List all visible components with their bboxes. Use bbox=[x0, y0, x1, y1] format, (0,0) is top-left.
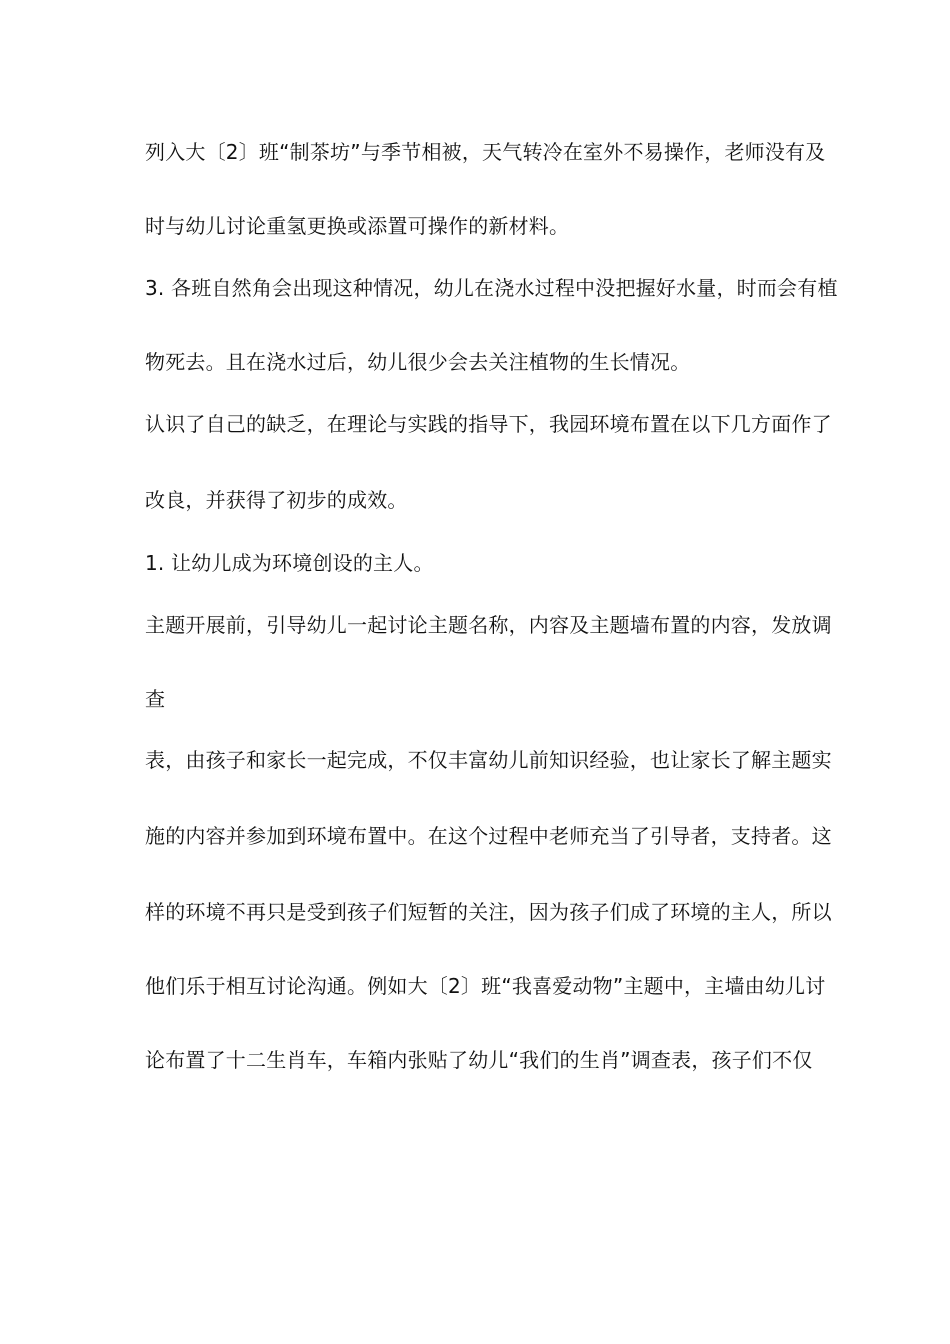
text-line: 论布置了十二生肖车，车箱内张贴了幼儿“我们的生肖”调查表，孩子们不仅 bbox=[145, 1048, 813, 1072]
text-line: 施的内容并参加到环境布置中。在这个过程中老师充当了引导者，支持者。这 bbox=[145, 824, 832, 848]
text-line: 认识了自己的缺乏，在理论与实践的指导下，我园环境布置在以下几方面作了 bbox=[145, 412, 832, 436]
text-line: 改良，并获得了初步的成效。 bbox=[145, 488, 408, 512]
text-line: 主题开展前，引导幼儿一起讨论主题名称，内容及主题墙布置的内容，发放调 bbox=[145, 613, 832, 637]
text-line: 表，由孩子和家长一起完成，不仅丰富幼儿前知识经验，也让家长了解主题实 bbox=[145, 748, 832, 772]
text-line: 1. 让幼儿成为环境创设的主人。 bbox=[145, 551, 434, 575]
text-line: 时与幼儿讨论重氢更换或添置可操作的新材料。 bbox=[145, 214, 570, 238]
text-line: 物死去。且在浇水过后，幼儿很少会去关注植物的生长情况。 bbox=[145, 350, 691, 374]
text-line: 样的环境不再只是受到孩子们短暂的关注，因为孩子们成了环境的主人，所以 bbox=[145, 900, 832, 924]
text-line: 查 bbox=[145, 687, 166, 711]
text-line: 3. 各班自然角会出现这种情况，幼儿在浇水过程中没把握好水量，时而会有植 bbox=[145, 276, 838, 300]
text-line: 他们乐于相互讨论沟通。例如大〔2〕班“我喜爱动物”主题中，主墙由幼儿讨 bbox=[145, 974, 826, 998]
text-line: 列入大〔2〕班“制茶坊”与季节相被，天气转冷在室外不易操作，老师没有及 bbox=[145, 140, 826, 164]
